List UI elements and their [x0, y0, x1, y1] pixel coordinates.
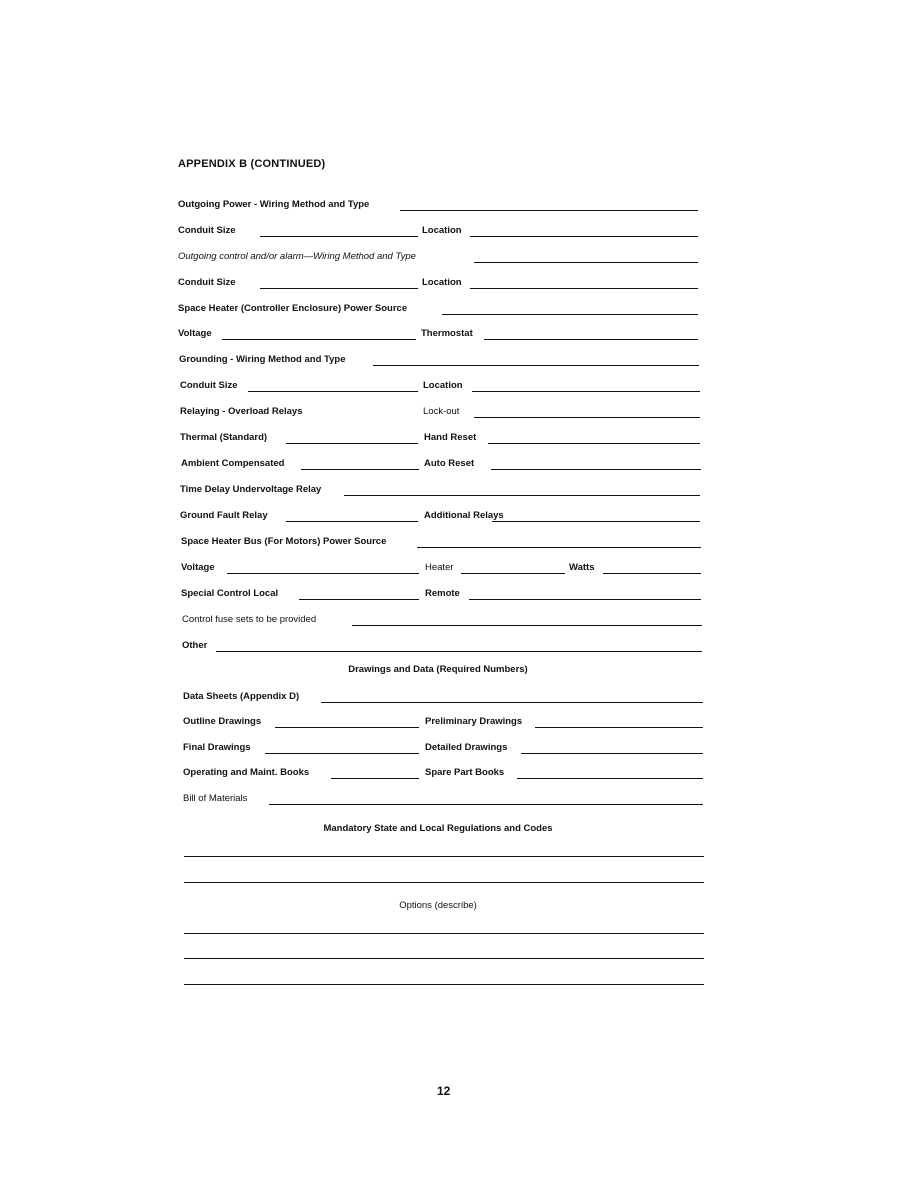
location-field-3[interactable] — [472, 391, 700, 392]
conduit-size-label-1: Conduit Size — [178, 225, 236, 236]
preliminary-label: Preliminary Drawings — [425, 716, 523, 727]
location-label-3: Location — [423, 380, 463, 391]
drawings-heading: Drawings and Data (Required Numbers) — [348, 664, 528, 675]
location-label-2: Location — [422, 277, 462, 288]
conduit-size-row-1 — [178, 224, 700, 240]
space-heater-bus-row — [181, 535, 703, 551]
hand-reset-label: Hand Reset — [424, 432, 477, 443]
regulations-line-2[interactable] — [184, 882, 704, 883]
control-fuse-label: Control fuse sets to be provided — [182, 614, 317, 625]
outgoing-power-label: Outgoing Power - Wiring Method and Type — [178, 199, 370, 210]
outgoing-power-row — [178, 198, 700, 214]
data-sheets-field[interactable] — [321, 702, 703, 703]
detailed-field[interactable] — [521, 753, 703, 754]
data-sheets-row — [183, 690, 705, 706]
voltage-row-1 — [178, 327, 700, 343]
operating-row — [183, 766, 705, 782]
outgoing-control-field[interactable] — [474, 262, 698, 263]
outgoing-power-field[interactable] — [400, 210, 698, 211]
bill-label: Bill of Materials — [183, 793, 248, 804]
appendix-heading: APPENDIX B (CONTINUED) — [178, 158, 326, 170]
final-label: Final Drawings — [183, 742, 251, 753]
outline-field[interactable] — [275, 727, 419, 728]
other-field[interactable] — [216, 651, 702, 652]
ground-fault-row — [180, 509, 702, 525]
remote-label: Remote — [425, 588, 460, 599]
other-label: Other — [182, 640, 208, 651]
conduit-size-field-1[interactable] — [260, 236, 418, 237]
voltage-row-2 — [181, 561, 703, 577]
voltage-field-1[interactable] — [222, 339, 416, 340]
conduit-size-row-2 — [178, 276, 700, 292]
time-delay-label: Time Delay Undervoltage Relay — [180, 484, 322, 495]
voltage-field-2[interactable] — [227, 573, 419, 574]
options-line-1[interactable] — [184, 933, 704, 934]
thermostat-label: Thermostat — [421, 328, 473, 339]
operating-field[interactable] — [331, 778, 419, 779]
outgoing-control-row — [178, 250, 700, 266]
options-line-2[interactable] — [184, 958, 704, 959]
remote-field[interactable] — [469, 599, 701, 600]
outline-label: Outline Drawings — [183, 716, 262, 727]
detailed-label: Detailed Drawings — [425, 742, 508, 753]
conduit-size-field-2[interactable] — [260, 288, 418, 289]
regulations-heading: Mandatory State and Local Regulations and Codes — [323, 823, 553, 834]
spare-part-label: Spare Part Books — [425, 767, 505, 778]
special-control-row — [181, 587, 703, 603]
preliminary-field[interactable] — [535, 727, 703, 728]
thermostat-field[interactable] — [484, 339, 698, 340]
outline-row — [183, 715, 705, 731]
spare-part-field[interactable] — [517, 778, 703, 779]
time-delay-row — [180, 483, 702, 499]
outgoing-control-label: Outgoing control and/or alarm—Wiring Method and Type — [178, 251, 416, 262]
data-sheets-label: Data Sheets (Appendix D) — [183, 691, 300, 702]
auto-reset-label: Auto Reset — [424, 458, 475, 469]
control-fuse-field[interactable] — [352, 625, 702, 626]
grounding-label: Grounding - Wiring Method and Type — [179, 354, 346, 365]
watts-field[interactable] — [603, 573, 701, 574]
relaying-label: Relaying - Overload Relays — [180, 406, 303, 417]
lockout-field[interactable] — [474, 417, 700, 418]
space-heater-bus-field[interactable] — [417, 547, 701, 548]
relaying-row — [180, 405, 702, 421]
ambient-field[interactable] — [301, 469, 419, 470]
watts-label: Watts — [569, 562, 595, 573]
ground-fault-label: Ground Fault Relay — [180, 510, 268, 521]
space-heater-row — [178, 302, 700, 318]
time-delay-field[interactable] — [344, 495, 700, 496]
bill-field[interactable] — [269, 804, 703, 805]
thermal-label: Thermal (Standard) — [180, 432, 268, 443]
heater-field[interactable] — [461, 573, 565, 574]
grounding-field[interactable] — [373, 365, 699, 366]
voltage-label-2: Voltage — [181, 562, 215, 573]
space-heater-field[interactable] — [442, 314, 698, 315]
auto-reset-field[interactable] — [491, 469, 701, 470]
location-field-2[interactable] — [470, 288, 698, 289]
conduit-size-row-3 — [180, 379, 702, 395]
heater-label: Heater — [425, 562, 454, 573]
lockout-label: Lock-out — [423, 406, 460, 417]
conduit-size-label-2: Conduit Size — [178, 277, 236, 288]
special-control-field[interactable] — [299, 599, 419, 600]
bill-row — [183, 792, 705, 808]
additional-relays-field[interactable] — [492, 521, 700, 522]
final-row — [183, 741, 705, 757]
location-field-1[interactable] — [470, 236, 698, 237]
thermal-row — [180, 431, 702, 447]
ground-fault-field[interactable] — [286, 521, 418, 522]
final-field[interactable] — [265, 753, 419, 754]
options-heading: Options (describe) — [399, 900, 477, 911]
options-line-3[interactable] — [184, 984, 704, 985]
additional-relays-label: Additional Relays — [424, 510, 504, 521]
space-heater-label: Space Heater (Controller Enclosure) Power Source — [178, 303, 408, 314]
page-number: 12 — [437, 1084, 451, 1098]
voltage-label-1: Voltage — [178, 328, 212, 339]
special-control-label: Special Control Local — [181, 588, 279, 599]
thermal-field[interactable] — [286, 443, 418, 444]
space-heater-bus-label: Space Heater Bus (For Motors) Power Source — [181, 536, 387, 547]
hand-reset-field[interactable] — [488, 443, 700, 444]
location-label-1: Location — [422, 225, 462, 236]
conduit-size-field-3[interactable] — [248, 391, 418, 392]
other-row — [182, 639, 704, 655]
conduit-size-label-3: Conduit Size — [180, 380, 238, 391]
ambient-label: Ambient Compensated — [181, 458, 285, 469]
ambient-row — [181, 457, 703, 473]
control-fuse-row — [182, 613, 704, 629]
regulations-line-1[interactable] — [184, 856, 704, 857]
operating-label: Operating and Maint. Books — [183, 767, 310, 778]
grounding-row — [179, 353, 701, 369]
